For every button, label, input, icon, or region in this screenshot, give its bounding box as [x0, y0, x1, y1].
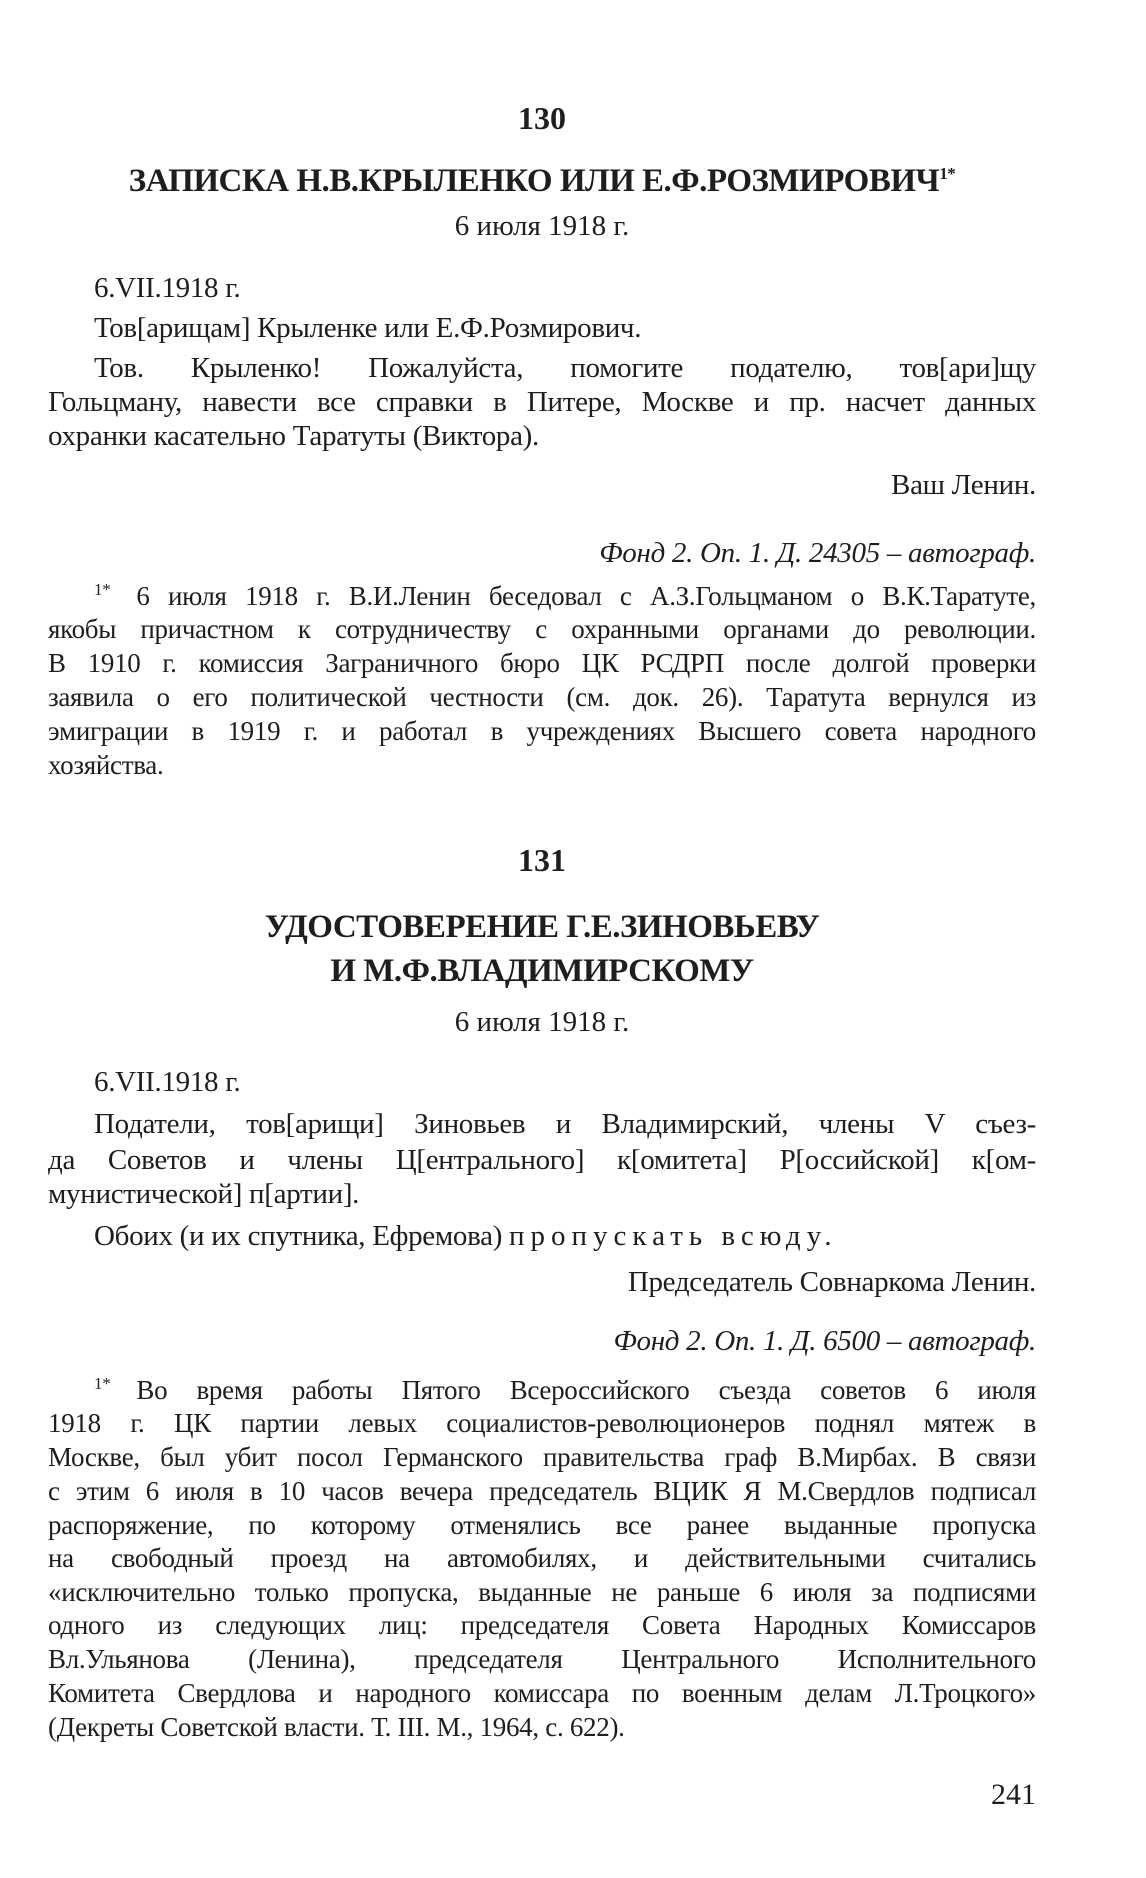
footnote-line: (Декреты Советской власти. Т. III. М., 1964, с. 622).: [48, 1712, 625, 1742]
footnote-line: 1918 г. ЦК партии левых социалистов-революционеров поднял мятеж в: [48, 1408, 1036, 1438]
body-line: мунистической] п[артии].: [48, 1178, 360, 1210]
document-date: 6 июля 1918 г.: [454, 1006, 630, 1038]
footnote-mark: 1*: [94, 1374, 111, 1393]
document-title: [48, 163, 1036, 200]
footnote-line: Москве, был убит посол Германского правительства граф В.Мирбах. В связи: [48, 1442, 1036, 1472]
title-text: ЗАПИСКА Н.В.КРЫЛЕНКО ИЛИ Е.Ф.РОЗМИРОВИЧ: [128, 163, 940, 199]
letter-date: 6.VII.1918 г.: [94, 272, 241, 304]
body-line: охранки касательно Таратуты (Виктора).: [48, 420, 539, 452]
footnote-line: распоряжение, по которому отменялись все ранее выданные пропуска: [48, 1510, 1036, 1540]
footnote-line: «исключительно только пропуска, выданные не раньше 6 июля за подписями: [48, 1577, 1036, 1607]
footnote-line: одного из следующих лиц: председателя Совета Народных Комиссаров: [48, 1610, 1036, 1640]
archive-source: Фонд 2. Оп. 1. Д. 24305 – автограф.: [599, 537, 1036, 569]
signature: Ваш Ленин.: [891, 469, 1036, 501]
page-number: 241: [991, 1778, 1036, 1811]
addressee: Тов[арищам] Крыленке или Е.Ф.Розмирович.: [94, 312, 642, 344]
footnote-line: В 1910 г. комиссия Заграничного бюро ЦК РСДРП после долгой проверки: [48, 648, 1036, 678]
pass-instruction: [48, 1220, 1036, 1253]
signature: Председатель Совнаркома Ленин.: [627, 1266, 1036, 1298]
letter-date: 6.VII.1918 г.: [94, 1066, 241, 1098]
footnote-line: Вл.Ульянова (Ленина), председателя Центрального Исполнительного: [48, 1644, 1036, 1674]
document-number: 130: [518, 100, 566, 136]
document-title-line: И М.Ф.ВЛАДИМИРСКОМУ: [330, 953, 754, 989]
body-line: Податели, тов[арищи] Зиновьев и Владимирский, члены V съез-: [94, 1108, 1036, 1140]
body-line: Гольцману, навести все справки в Питере, Москве и пр. насчет данных: [48, 386, 1036, 418]
footnote-line: с этим 6 июля в 10 часов вечера председатель ВЦИК Я М.Свердлов подписал: [48, 1476, 1036, 1506]
document-number: 131: [518, 842, 566, 878]
body-line: Тов. Крыленко! Пожалуйста, помогите подателю, тов[ари]щу: [94, 352, 1036, 384]
footnote-mark: 1*: [94, 580, 111, 599]
body-line: да Советов и члены Ц[ентрального] к[омитета] Р[оссийской] к[ом-: [48, 1144, 1036, 1176]
footnote-line: на свободный проезд на автомобилях, и действительными считались: [48, 1543, 1036, 1573]
footnote-line: эмиграции в 1919 г. и работал в учреждениях Высшего совета народного: [48, 716, 1036, 746]
archive-source: Фонд 2. Оп. 1. Д. 6500 – автограф.: [613, 1325, 1036, 1357]
footnote-line: заявила о его политической честности (см. док. 26). Таратута вернулся из: [48, 682, 1036, 712]
document-title-line: УДОСТОВЕРЕНИЕ Г.Е.ЗИНОВЬЕВУ: [264, 909, 820, 945]
footnote-line: $^{1*}$ Во время работы Пятого Всероссийского съезда советов 6 июля: [94, 1374, 1036, 1405]
document-date: 6 июля 1918 г.: [454, 210, 630, 242]
pass-prefix: Обоих (и их спутника, Ефремова): [94, 1220, 503, 1252]
footnote-line: Комитета Свердлова и народного комиссара по военным делам Л.Троцкого»: [48, 1678, 1036, 1708]
footnote-line: якобы причастном к сотрудничеству с охранными органами до революции.: [48, 614, 1036, 644]
footnote-line: хозяйства.: [48, 750, 164, 780]
footnote-ref: 1*: [939, 164, 956, 183]
pass-spaced-text: пропускать всюду.: [509, 1220, 838, 1252]
footnote-line: $^{1*}$ 6 июля 1918 г. В.И.Ленин беседовал с А.З.Гольцманом о В.К.Таратуте,: [94, 580, 1036, 611]
